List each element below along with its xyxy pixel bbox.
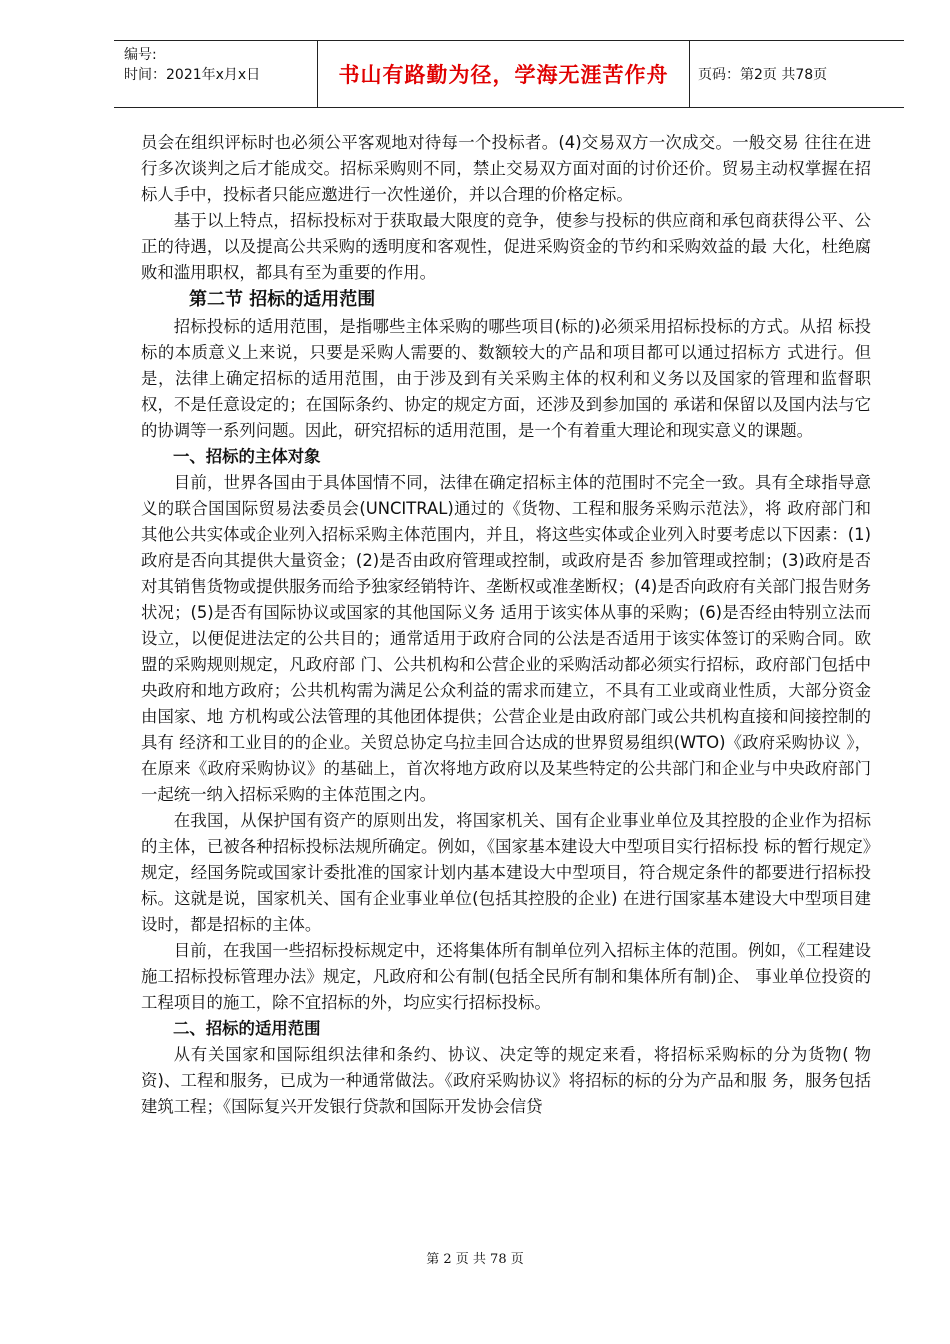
paragraph: 基于以上特点，招标投标对于获取最大限度的竞争，使参与投标的供应商和承包商获得公平、公正的待遇，以及提高公共采购的透明度和客观性，促进采购资金的节约和采购效益的最 大化，杜绝腐败和滥用职权，都具有至为重要的作用。 <box>141 211 871 282</box>
header-meta <box>114 41 317 107</box>
subsection-title: 二、招标的适用范围 <box>173 1019 321 1038</box>
paragraph: 目前，在我国一些招标投标规定中，还将集体所有制单位列入招标主体的范围。例如，《工程建设施工招标投标管理办法》规定，凡政府和公有制(包括全民所有制和集体所有制)企、 事业单位投资的工程项目的施工，除不宜招标的外，均应实行招标投标。 <box>141 941 871 1012</box>
document-body <box>141 130 871 1120</box>
serial-label: 编号: <box>124 47 157 63</box>
time-label: 时间：2021年x月x日 <box>124 67 261 83</box>
header-page-info: 页码：第2页 共78页 <box>698 67 828 83</box>
paragraph: 从有关国家和国际组织法律和条约、协议、决定等的规定来看，将招标采购标的分为货物( 物资)、工程和服务，已成为一种通常做法。《政府采购协议》将招标的标的分为产品和服 务，服务包括建筑工程；《国际复兴开发银行贷款和国际开发协会信贷 <box>141 1045 871 1116</box>
paragraph: 招标投标的适用范围，是指哪些主体采购的哪些项目(标的)必须采用招标投标的方式。从招 标投标的本质意义上来说，只要是采购人需要的、数额较大的产品和项目都可以通过招标方 式进行。但是，法律上确定招标的适用范围，由于涉及到有关采购主体的权利和义务以及国家的管理和监督职权，不是任意设定的；在国际条约、协定的规定方面，还涉及到参加国的 承诺和保留以及国内法与它的协调等一系列问题。因此，研究招标的适用范围，是一个有着重大理论和现实意义的课题。 <box>141 317 871 440</box>
paragraph: 员会在组织评标时也必须公平客观地对待每一个投标者。(4)交易双方一次成交。一般交易 往往在进行多次谈判之后才能成交。招标采购则不同，禁止交易双方面对面的讨价还价。贸易主动权掌握在招标人手中，投标者只能应邀进行一次性递价，并以合理的价格定标。 <box>141 133 871 204</box>
paragraph: 在我国，从保护国有资产的原则出发，将国家机关、国有企业事业单位及其控股的企业作为招标的主体，已被各种招标投标法规所确定。例如，《国家基本建设大中型项目实行招标投 标的暂行规定》规定，经国务院或国家计委批准的国家计划内基本建设大中型项目，符合规定条件的都要进行招标投标。这就是说，国家机关、国有企业事业单位(包括其控股的企业) 在进行国家基本建设大中型项目建设时，都是招标的主体。 <box>141 811 871 934</box>
page-footer: 第 2 页 共 78 页 <box>426 1252 524 1267</box>
subsection-title: 一、招标的主体对象 <box>173 447 321 466</box>
section-title: 第二节 招标的适用范围 <box>189 289 376 310</box>
paragraph: 目前，世界各国由于具体国情不同，法律在确定招标主体的范围时不完全一致。具有全球指导意义的联合国国际贸易法委员会(UNCITRAL)通过的《货物、工程和服务采购示范法》，将 政府部门和其他公共实体或企业列入招标采购主体范围内，并且，将这些实体或企业列入时要考虑以下因素：(1)政府是否向其提供大量资金；(2)是否由政府管理或控制，或政府是否 参加管理或控制；(3)政府是否对其销售货物或提供服务而给予独家经销特许、垄断权或准垄断权；(4)是否向政府有关部门报告财务状况；(5)是否有国际协议或国家的其他国际义务 适用于该实体从事的采购；(6)是否经由特别立法而设立，以便促进法定的公共目的；通常适用于政府合同的公法是否适用于该实体签订的采购合同。欧盟的采购规则规定，凡政府部 门、公共机构和公营企业的采购活动都必须实行招标，政府部门包括中央政府和地方政府；公共机构需为满足公众利益的需求而建立，不具有工业或商业性质，大部分资金由国家、地 方机构或公法管理的其他团体提供；公营企业是由政府部门或公共机构直接和间接控制的具有 经济和工业目的的企业。关贸总协定乌拉圭回合达成的世界贸易组织(WTO)《政府采购协议 》，在原来《政府采购协议》的基础上，首次将地方政府以及某些特定的公共部门和企业与中央政府部门一起统一纳入招标采购的主体范围之内。 <box>141 473 871 804</box>
page-header <box>114 40 904 108</box>
header-motto: 书山有路勤为径，学海无涯苦作舟 <box>317 41 690 107</box>
